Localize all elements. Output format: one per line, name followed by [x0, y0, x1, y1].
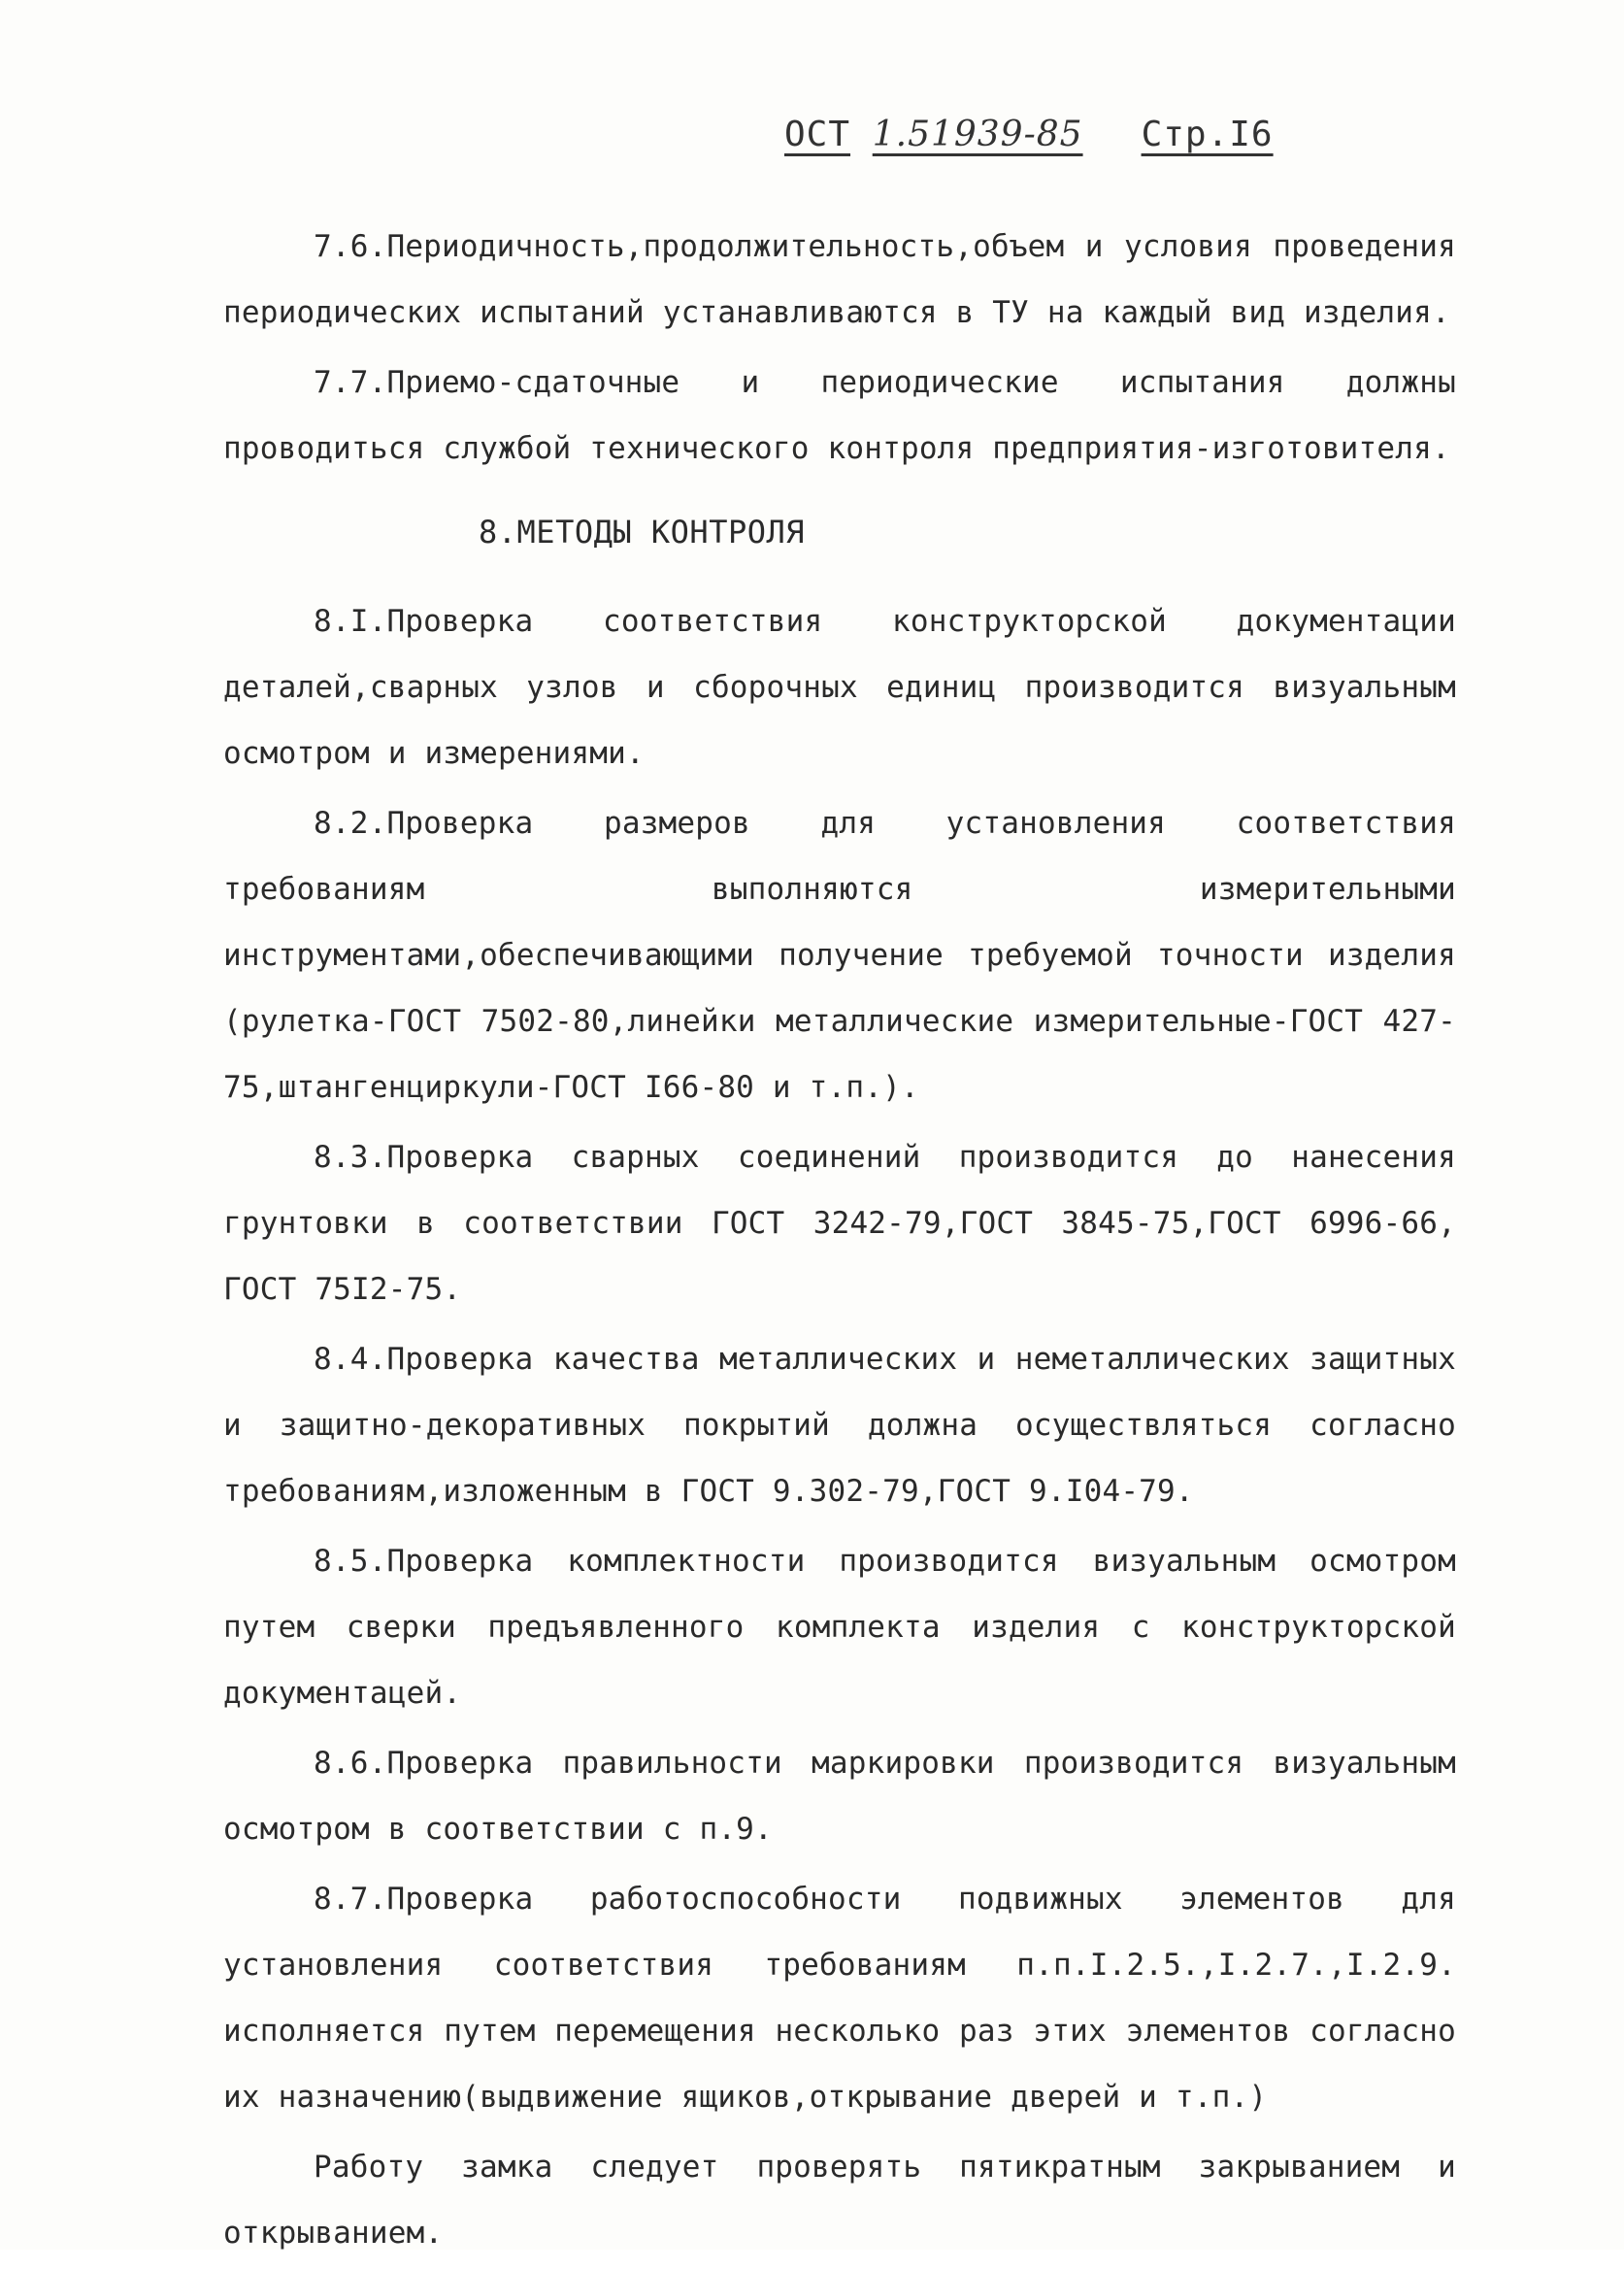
paragraph-7-7: 7.7.Приемо-сдаточные и периодические испытания должны проводиться службой технического контроля предприятия-изготовителя.	[223, 365, 1456, 466]
page-header	[784, 115, 1274, 154]
standard-label: ОСТ	[784, 115, 851, 154]
section-title: 8.МЕТОДЫ КОНТРОЛЯ	[479, 514, 806, 551]
paragraph-lock-check: Работу замка следует проверять пятикратным закрыванием и открыванием.	[223, 2150, 1456, 2251]
paragraph-7-6: 7.6.Периодичность,продолжительность,объем и условия проведения периодических испытаний устанавливаются в ТУ на каждый вид изделия.	[223, 229, 1456, 330]
paragraph-8-3: 8.3.Проверка сварных соединений производится до нанесения грунтовки в соответствии ГОСТ 3242-79,ГОСТ 3845-75,ГОСТ 6996-66, ГОСТ 75I2-75.	[223, 1140, 1456, 1307]
paragraph-8-6: 8.6.Проверка правильности маркировки производится визуальным осмотром в соответствии с п.9.	[223, 1746, 1456, 1847]
paragraph-8-1: 8.I.Проверка соответствия конструкторской документации деталей,сварных узлов и сборочных единиц производится визуальным осмотром и измерениями.	[223, 604, 1456, 771]
paragraph-8-4: 8.4.Проверка качества металлических и неметаллических защитных и защитно-декоративных покрытий должна осуществляться согласно требованиям,изложенным в ГОСТ 9.302-79,ГОСТ 9.I04-79.	[223, 1342, 1456, 1509]
page-number: Стр.I6	[1141, 115, 1274, 154]
paragraph-8-2: 8.2.Проверка размеров для установления соответствия требованиям выполняются измерительными инструментами,обеспечивающими получение требуемой точности изделия (рулетка-ГОСТ 7502-80,линейки металлические измерительные-ГОСТ 427-75,штангенциркули-ГОСТ I66-80 и т.п.).	[223, 806, 1456, 1105]
standard-number: 1.51939-85	[872, 115, 1083, 154]
paragraph-8-5: 8.5.Проверка комплектности производится визуальным осмотром путем сверки предъявленного комплекта изделия с конструкторской документацей.	[223, 1544, 1456, 1711]
paragraph-8-7: 8.7.Проверка работоспособности подвижных элементов для установления соответствия требованиям п.п.I.2.5.,I.2.7.,I.2.9. исполняется путем перемещения несколько раз этих элементов согласно их назначению(выдвижение ящиков,открывание дверей и т.п.)	[223, 1882, 1456, 2115]
document-body	[223, 214, 1456, 2270]
